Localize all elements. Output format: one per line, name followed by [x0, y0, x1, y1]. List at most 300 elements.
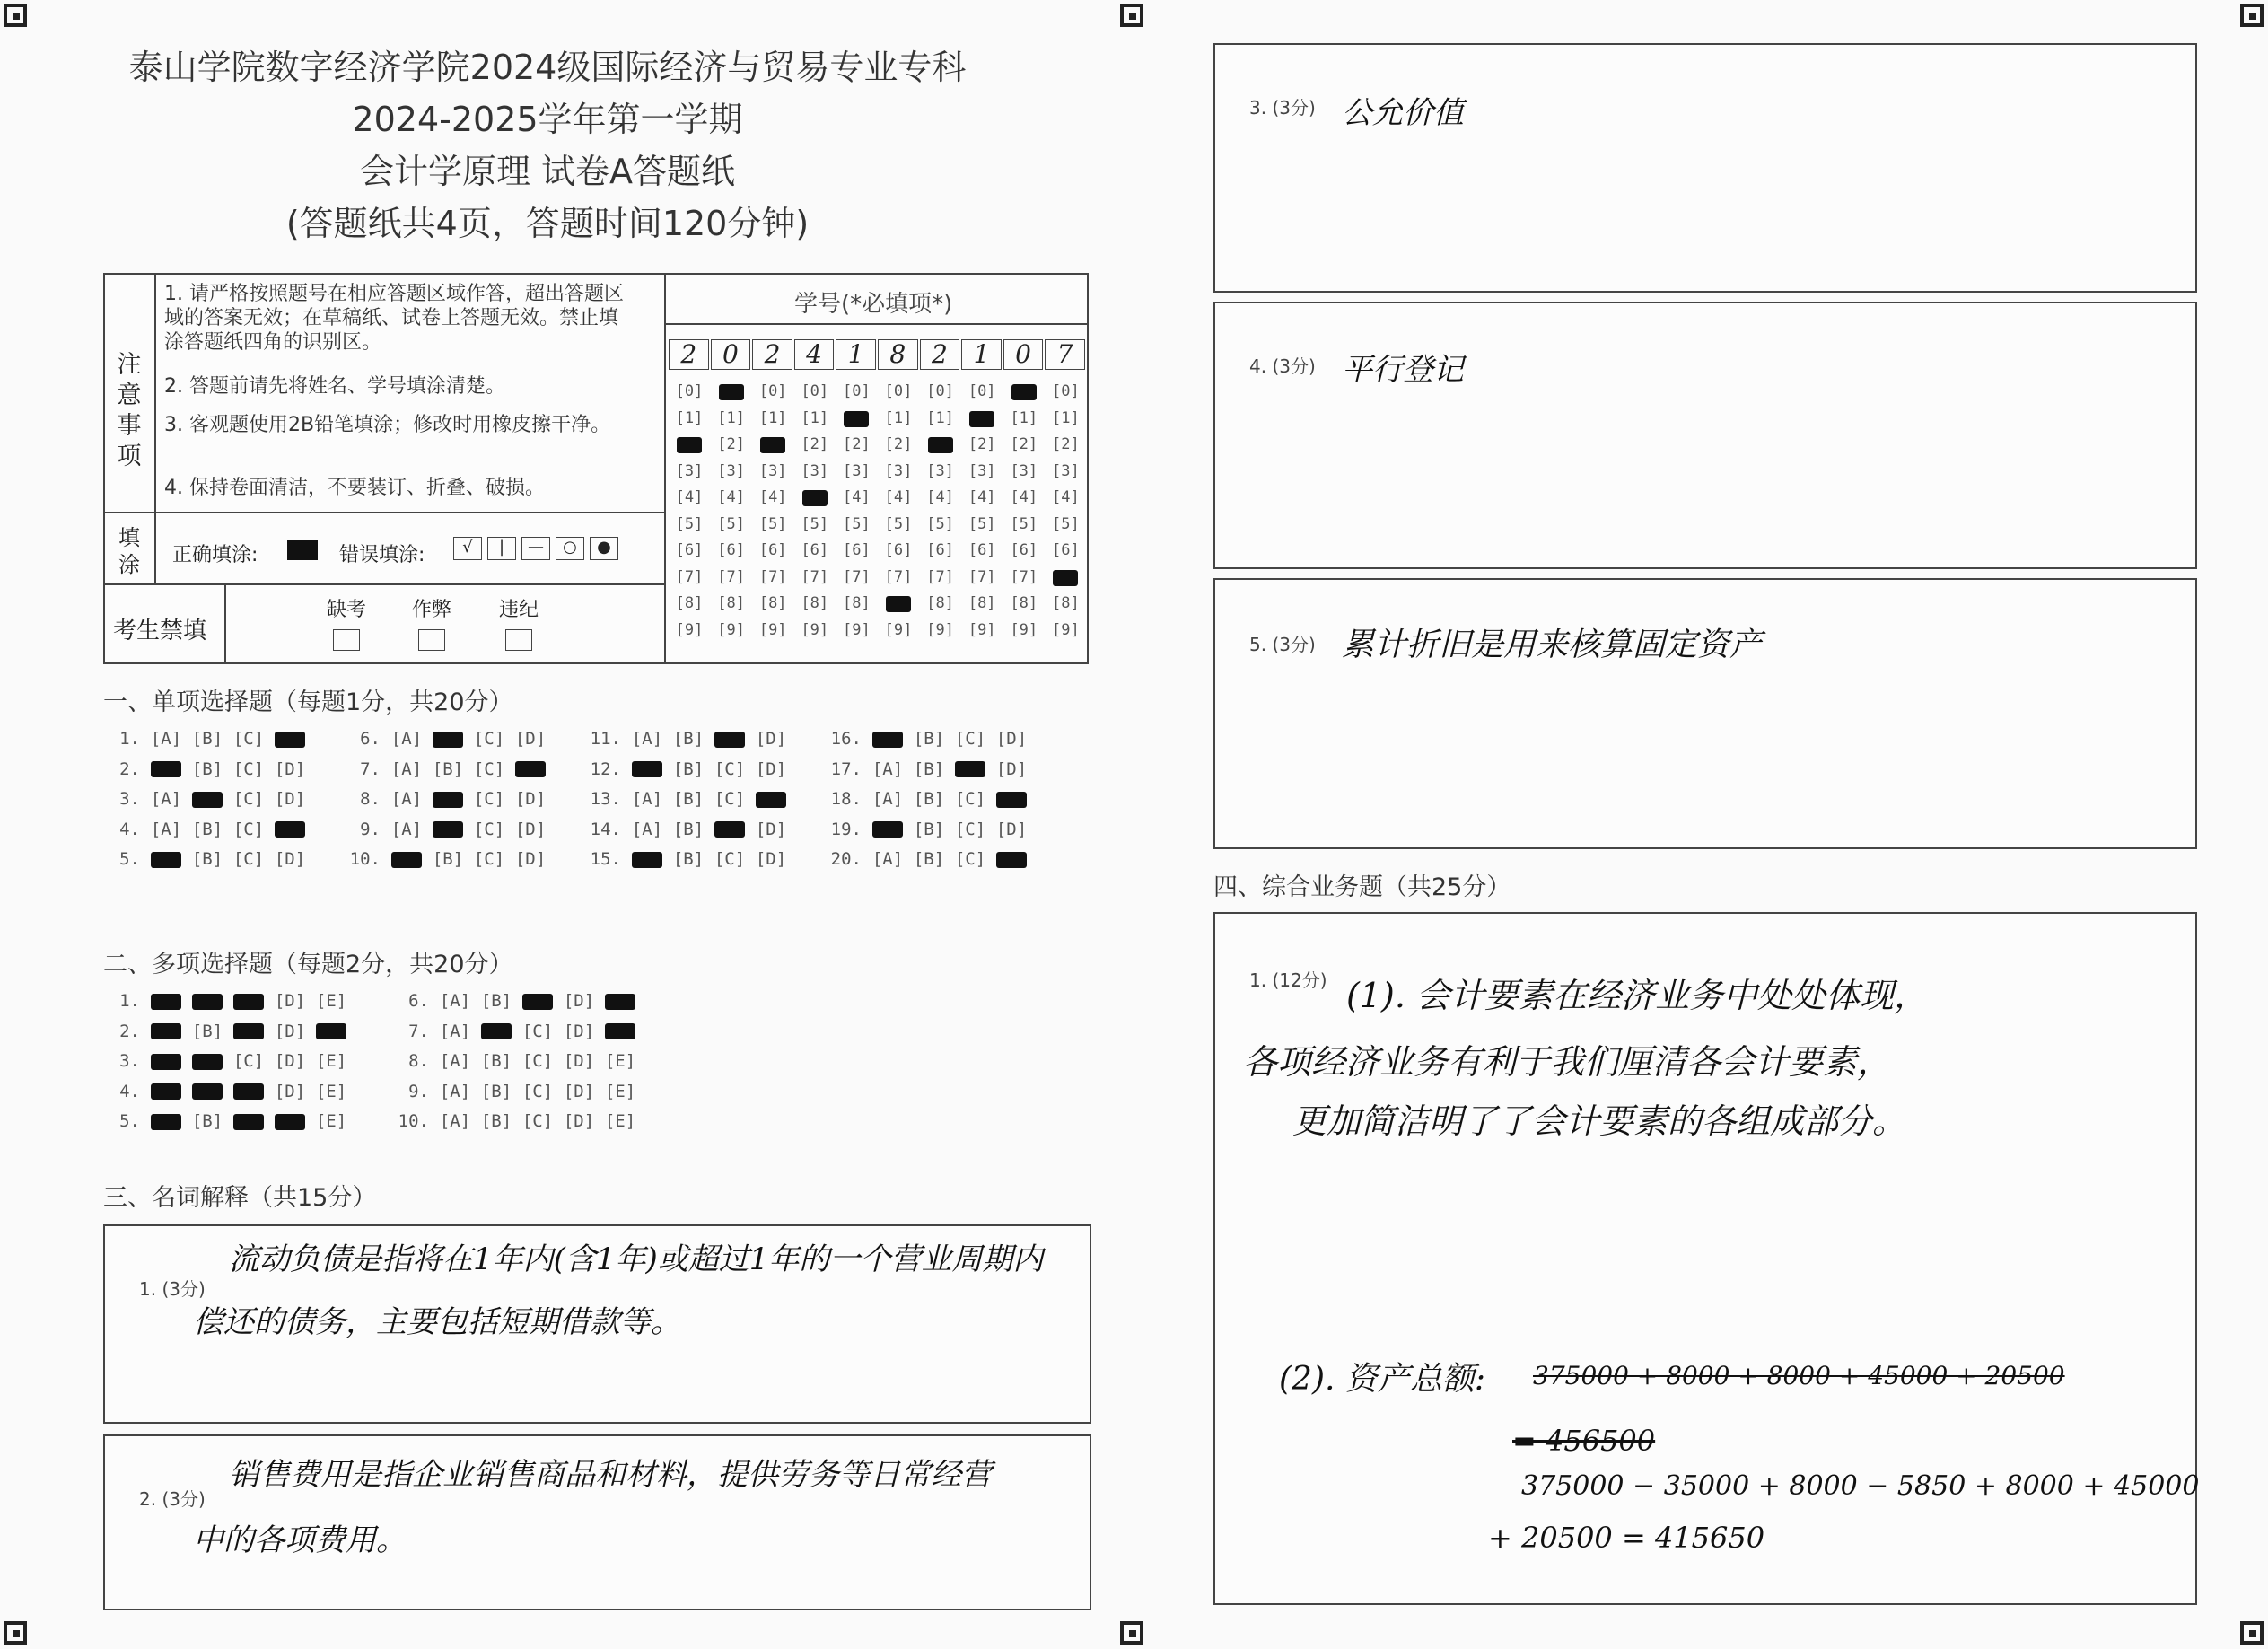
student-id-digit-cell[interactable]: 4 — [794, 339, 835, 370]
option-bubble-filled[interactable] — [228, 1111, 269, 1131]
option-bubble[interactable]: [B] — [672, 759, 705, 779]
option-bubble[interactable]: [A] — [871, 849, 904, 869]
student-id-bubble[interactable]: [3] — [675, 461, 704, 480]
question-row — [348, 759, 551, 779]
student-id-digit-cell[interactable]: 1 — [961, 339, 1002, 370]
student-id-title-rule — [666, 323, 1088, 325]
option-bubble[interactable]: [C] — [521, 1021, 554, 1041]
student-id-bubble-filled[interactable] — [760, 437, 785, 453]
option-bubble-filled[interactable] — [991, 789, 1032, 809]
option-bubble[interactable]: [A] — [439, 1051, 471, 1071]
student-id-bubble-filled[interactable] — [677, 437, 702, 453]
option-bubble-filled[interactable] — [600, 1022, 641, 1041]
option-bubble[interactable]: [D] — [563, 1081, 595, 1101]
student-id-digit-cell[interactable]: 0 — [1003, 339, 1044, 370]
student-id-bubble[interactable]: [8] — [801, 594, 829, 612]
student-id-bubble[interactable]: [6] — [675, 541, 704, 559]
option-bubble[interactable]: [D] — [563, 1021, 595, 1041]
option-bubble-filled[interactable] — [517, 991, 558, 1011]
student-id-bubble-filled[interactable] — [886, 596, 911, 612]
question-row — [108, 849, 311, 869]
bubble-fill-mark — [756, 792, 786, 808]
option-bubble[interactable]: [A] — [150, 729, 182, 749]
student-id-bubble[interactable]: [7] — [1010, 567, 1038, 586]
option-bubble-filled[interactable] — [386, 849, 427, 869]
question-number: 3. — [119, 789, 140, 809]
student-id-bubble[interactable]: [2] — [1052, 435, 1080, 453]
option-bubble-filled[interactable] — [626, 759, 668, 779]
option-bubble[interactable]: [D] — [995, 819, 1028, 839]
notice-item-3: 3. 客观题使用2B铅笔填涂；修改时用橡皮擦干净。 — [164, 414, 611, 436]
bubble-fill-mark — [996, 852, 1027, 868]
student-id-digit-cell[interactable]: 8 — [878, 339, 918, 370]
option-bubble[interactable]: [C] — [232, 759, 265, 779]
option-bubble[interactable]: [B] — [191, 1021, 223, 1041]
student-id-digit-cell[interactable]: 7 — [1045, 339, 1085, 370]
option-bubble[interactable]: [C] — [473, 849, 505, 869]
question-row — [829, 759, 1032, 779]
option-bubble[interactable]: [B] — [432, 759, 464, 779]
option-bubble-filled[interactable] — [145, 991, 187, 1011]
option-bubble-filled[interactable] — [476, 1022, 517, 1041]
option-bubble[interactable]: [D] — [563, 1111, 595, 1131]
question-number: 19. — [830, 819, 862, 839]
student-id-bubble[interactable]: [1] — [884, 408, 913, 427]
student-id-bubble[interactable]: [6] — [758, 541, 787, 559]
student-id-digit-cell[interactable]: 2 — [920, 339, 960, 370]
bubble-fill-mark — [151, 1114, 181, 1130]
section4-title: 四、综合业务题（共25分） — [1213, 873, 1511, 901]
student-id-bubble[interactable]: [6] — [926, 541, 954, 559]
option-bubble[interactable]: [C] — [714, 759, 746, 779]
option-bubble[interactable]: [B] — [480, 991, 512, 1011]
option-bubble[interactable]: [A] — [439, 1081, 471, 1101]
student-id-bubble[interactable]: [4] — [968, 488, 996, 506]
student-id-bubble[interactable]: [9] — [926, 620, 954, 639]
option-bubble-filled[interactable] — [709, 820, 750, 839]
option-bubble[interactable]: [E] — [604, 1051, 636, 1071]
question-number: 8. — [408, 1051, 429, 1071]
option-bubble[interactable]: [A] — [390, 789, 423, 809]
option-bubble[interactable]: [A] — [631, 789, 663, 809]
student-id-bubble[interactable]: [4] — [926, 488, 954, 506]
option-bubble-filled[interactable] — [750, 789, 792, 809]
student-id-bubble[interactable]: [4] — [1010, 488, 1038, 506]
student-id-bubble[interactable]: [5] — [717, 514, 745, 533]
option-bubble[interactable]: [C] — [954, 849, 986, 869]
option-bubble-filled[interactable] — [187, 1082, 228, 1101]
option-bubble[interactable]: [B] — [191, 729, 223, 749]
option-bubble[interactable]: [B] — [672, 849, 705, 869]
bubble-fill-mark — [605, 994, 635, 1010]
option-bubble-filled[interactable] — [228, 1082, 269, 1101]
option-bubble[interactable]: [A] — [150, 789, 182, 809]
student-id-bubble[interactable]: [6] — [968, 541, 996, 559]
option-bubble[interactable]: [D] — [274, 1021, 306, 1041]
option-bubble[interactable]: [A] — [871, 759, 904, 779]
option-bubble[interactable]: [C] — [714, 789, 746, 809]
student-id-bubble-filled[interactable] — [1011, 384, 1037, 400]
student-id-bubble[interactable]: [1] — [926, 408, 954, 427]
option-bubble[interactable]: [D] — [755, 849, 787, 869]
student-id-bubble[interactable]: [5] — [675, 514, 704, 533]
answer-box-s3-q4[interactable] — [1213, 302, 2197, 569]
question-number: 14. — [590, 819, 621, 839]
option-bubble[interactable]: [A] — [439, 1111, 471, 1131]
notice-item-4: 4. 保持卷面清洁，不要装订、折叠、破损。 — [164, 477, 545, 499]
option-bubble[interactable]: [D] — [755, 759, 787, 779]
student-id-bubble[interactable]: [7] — [717, 567, 745, 586]
option-bubble[interactable]: [D] — [514, 729, 547, 749]
question-row — [348, 849, 551, 869]
option-bubble-filled[interactable] — [510, 759, 551, 779]
student-id-bubble[interactable]: [8] — [968, 594, 996, 612]
student-id-bubble[interactable]: [0] — [675, 382, 704, 400]
student-id-bubble[interactable]: [2] — [717, 435, 745, 453]
student-id-bubble[interactable]: [8] — [843, 594, 871, 612]
question-row — [108, 991, 352, 1011]
option-bubble[interactable]: [D] — [563, 991, 595, 1011]
question-row — [589, 789, 792, 809]
bubble-fill-mark — [714, 821, 745, 838]
s4-q1-part2-line4: + 20500 = 415650 — [1488, 1521, 1765, 1555]
option-bubble[interactable]: [A] — [390, 819, 423, 839]
option-bubble-filled[interactable] — [187, 1051, 228, 1071]
student-id-bubble[interactable]: [5] — [758, 514, 787, 533]
option-bubble[interactable]: [A] — [631, 729, 663, 749]
student-id-bubble-filled[interactable] — [969, 411, 994, 427]
option-bubble[interactable]: [C] — [232, 819, 265, 839]
option-bubble[interactable]: [B] — [480, 1051, 512, 1071]
student-id-bubble-filled[interactable] — [928, 437, 953, 453]
option-bubble[interactable]: [E] — [315, 1081, 347, 1101]
option-bubble-filled[interactable] — [867, 729, 908, 749]
option-bubble[interactable]: [B] — [191, 1111, 223, 1131]
option-bubble[interactable]: [D] — [755, 819, 787, 839]
s4-q1-part2-label: (2). 资产总额: — [1279, 1361, 1486, 1398]
option-bubble[interactable]: [D] — [274, 789, 306, 809]
option-bubble-filled[interactable] — [269, 1111, 311, 1131]
student-id-bubble[interactable]: [3] — [968, 461, 996, 480]
option-bubble[interactable]: [E] — [604, 1111, 636, 1131]
student-id-bubble[interactable]: [7] — [843, 567, 871, 586]
option-bubble[interactable]: [D] — [995, 759, 1028, 779]
student-id-bubble[interactable]: [1] — [801, 408, 829, 427]
bubble-fill-mark — [996, 792, 1027, 808]
student-id-bubble[interactable]: [8] — [717, 594, 745, 612]
student-id-bubble[interactable]: [7] — [884, 567, 913, 586]
option-bubble-filled[interactable] — [311, 1022, 352, 1041]
student-id-bubble[interactable]: [9] — [843, 620, 871, 639]
student-id-bubble[interactable]: [7] — [675, 567, 704, 586]
bubble-fill-mark — [872, 821, 903, 838]
option-bubble[interactable]: [C] — [521, 1081, 554, 1101]
student-id-digit-cell[interactable]: 0 — [711, 339, 751, 370]
student-id-bubble[interactable]: [0] — [926, 382, 954, 400]
student-id-bubble[interactable]: [1] — [1052, 408, 1080, 427]
id-divider-v — [664, 273, 666, 664]
option-bubble-filled[interactable] — [145, 1022, 187, 1041]
student-id-bubble[interactable]: [8] — [926, 594, 954, 612]
student-id-bubble[interactable]: [1] — [717, 408, 745, 427]
option-bubble[interactable]: [C] — [232, 849, 265, 869]
option-bubble-filled[interactable] — [145, 1051, 187, 1071]
option-bubble-filled[interactable] — [145, 849, 187, 869]
student-id-bubble[interactable]: [4] — [675, 488, 704, 506]
question-row — [829, 820, 1032, 839]
student-id-bubble[interactable]: [4] — [1052, 488, 1080, 506]
option-bubble[interactable]: [A] — [631, 819, 663, 839]
student-id-bubble[interactable]: [1] — [758, 408, 787, 427]
answer-box-s3-q3[interactable] — [1213, 43, 2197, 293]
option-bubble-filled[interactable] — [626, 849, 668, 869]
option-bubble[interactable]: [B] — [672, 729, 705, 749]
student-id-bubble[interactable]: [7] — [968, 567, 996, 586]
question-number: 15. — [590, 849, 621, 869]
s3-q2-label: 2. (3分) — [139, 1488, 206, 1510]
option-bubble[interactable]: [C] — [232, 729, 265, 749]
option-bubble[interactable]: [B] — [191, 849, 223, 869]
option-bubble[interactable]: [B] — [672, 789, 705, 809]
student-id-bubble[interactable]: [8] — [675, 594, 704, 612]
student-id-bubble[interactable]: [9] — [675, 620, 704, 639]
option-bubble[interactable]: [B] — [480, 1081, 512, 1101]
student-id-bubble[interactable]: [4] — [843, 488, 871, 506]
question-number: 2. — [119, 759, 140, 779]
section2-title: 二、多项选择题（每题2分，共20分） — [103, 951, 513, 978]
option-bubble[interactable]: [B] — [672, 819, 705, 839]
wrong-mark-circle: ○ — [556, 537, 584, 560]
option-bubble[interactable]: [E] — [315, 991, 347, 1011]
student-id-bubble[interactable]: [6] — [884, 541, 913, 559]
student-id-bubble[interactable]: [8] — [1052, 594, 1080, 612]
option-bubble[interactable]: [D] — [274, 849, 306, 869]
student-id-bubble[interactable]: [2] — [1010, 435, 1038, 453]
option-bubble-filled[interactable] — [187, 991, 228, 1011]
question-number: 8. — [360, 789, 381, 809]
option-bubble[interactable]: [D] — [274, 759, 306, 779]
option-bubble[interactable]: [D] — [274, 1051, 306, 1071]
bubble-fill-mark — [233, 1114, 264, 1130]
option-bubble[interactable]: [D] — [514, 789, 547, 809]
student-id-bubble[interactable]: [9] — [884, 620, 913, 639]
student-id-bubble[interactable]: [9] — [717, 620, 745, 639]
option-bubble-filled[interactable] — [145, 1111, 187, 1131]
s3-q3-label: 3. (3分) — [1249, 97, 1316, 118]
notice-item-1: 1. 请严格按照题号在相应答题区域作答，超出答题区域的答案无效；在草稿纸、试卷上答题无效。禁止填涂答题纸四角的识别区。 — [164, 283, 624, 354]
student-id-bubble[interactable]: [7] — [926, 567, 954, 586]
option-bubble-filled[interactable] — [269, 820, 311, 839]
student-id-digit-cell[interactable]: 2 — [752, 339, 792, 370]
exam-title-line2: 2024-2025学年第一学期 — [352, 100, 743, 139]
student-id-bubble[interactable]: [3] — [884, 461, 913, 480]
option-bubble[interactable]: [A] — [150, 819, 182, 839]
option-bubble[interactable]: [B] — [191, 819, 223, 839]
student-id-bubble[interactable]: [7] — [801, 567, 829, 586]
student-id-bubble-filled[interactable] — [844, 411, 869, 427]
student-id-bubble[interactable]: [0] — [1052, 382, 1080, 400]
option-bubble-filled[interactable] — [427, 729, 468, 749]
student-id-bubble[interactable]: [5] — [1010, 514, 1038, 533]
student-id-bubble[interactable]: [5] — [1052, 514, 1080, 533]
student-id-bubble[interactable]: [3] — [801, 461, 829, 480]
option-bubble[interactable]: [B] — [913, 729, 945, 749]
bubble-fill-mark — [192, 994, 223, 1010]
student-id-digit-cell[interactable]: 1 — [836, 339, 876, 370]
bubble-fill-mark — [605, 1023, 635, 1039]
option-bubble[interactable]: [E] — [604, 1081, 636, 1101]
option-bubble[interactable]: [A] — [871, 789, 904, 809]
option-bubble[interactable]: [C] — [473, 819, 505, 839]
student-id-bubble[interactable]: [4] — [758, 488, 787, 506]
student-id-bubble[interactable]: [2] — [968, 435, 996, 453]
option-bubble-filled[interactable] — [228, 1022, 269, 1041]
student-id-bubble[interactable]: [2] — [801, 435, 829, 453]
option-bubble[interactable]: [C] — [954, 789, 986, 809]
student-id-bubble[interactable]: [6] — [717, 541, 745, 559]
question-row — [108, 1051, 352, 1071]
student-id-bubble[interactable]: [9] — [1052, 620, 1080, 639]
option-bubble[interactable]: [A] — [439, 1021, 471, 1041]
student-id-bubble[interactable]: [3] — [1010, 461, 1038, 480]
student-id-bubble[interactable]: [0] — [758, 382, 787, 400]
student-id-bubble[interactable]: [2] — [843, 435, 871, 453]
option-bubble-filled[interactable] — [427, 820, 468, 839]
student-id-bubble[interactable]: [4] — [884, 488, 913, 506]
student-id-bubble-filled[interactable] — [719, 384, 744, 400]
option-bubble-filled[interactable] — [145, 759, 187, 779]
student-id-bubble[interactable]: [1] — [1010, 408, 1038, 427]
question-number: 20. — [830, 849, 862, 869]
question-number: 6. — [360, 729, 381, 749]
student-id-bubble[interactable]: [3] — [843, 461, 871, 480]
option-bubble[interactable]: [D] — [755, 729, 787, 749]
option-bubble[interactable]: [B] — [432, 849, 464, 869]
option-bubble-filled[interactable] — [269, 729, 311, 749]
student-id-bubble-filled[interactable] — [1053, 570, 1078, 586]
student-id-bubble[interactable]: [5] — [801, 514, 829, 533]
student-id-bubble[interactable]: [3] — [1052, 461, 1080, 480]
question-row — [829, 849, 1032, 869]
student-id-bubble[interactable]: [6] — [801, 541, 829, 559]
option-bubble[interactable]: [D] — [274, 1081, 306, 1101]
student-id-bubble[interactable]: [0] — [968, 382, 996, 400]
student-id-bubble[interactable]: [5] — [968, 514, 996, 533]
student-id-bubble[interactable]: [6] — [843, 541, 871, 559]
option-bubble-filled[interactable] — [600, 991, 641, 1011]
option-bubble[interactable]: [E] — [315, 1111, 347, 1131]
student-id-bubble[interactable]: [3] — [717, 461, 745, 480]
option-bubble[interactable]: [D] — [995, 729, 1028, 749]
question-row — [348, 789, 551, 809]
option-bubble[interactable]: [C] — [954, 729, 986, 749]
student-id-bubble[interactable]: [0] — [801, 382, 829, 400]
student-id-bubble[interactable]: [3] — [758, 461, 787, 480]
student-id-bubble[interactable]: [8] — [758, 594, 787, 612]
option-bubble[interactable]: [B] — [913, 819, 945, 839]
student-id-bubble[interactable]: [0] — [884, 382, 913, 400]
student-id-bubble[interactable]: [5] — [926, 514, 954, 533]
bubble-fill-mark — [391, 852, 422, 868]
wrong-fill-samples — [453, 537, 618, 560]
option-bubble[interactable]: [A] — [390, 729, 423, 749]
option-bubble[interactable]: [D] — [514, 819, 547, 839]
question-number: 5. — [119, 849, 140, 869]
option-bubble-filled[interactable] — [145, 1082, 187, 1101]
option-bubble-filled[interactable] — [709, 729, 750, 749]
option-bubble[interactable]: [D] — [514, 849, 547, 869]
student-id-bubble[interactable]: [1] — [675, 408, 704, 427]
student-id-bubble[interactable]: [3] — [926, 461, 954, 480]
option-bubble[interactable]: [C] — [473, 789, 505, 809]
option-bubble[interactable]: [B] — [913, 849, 945, 869]
student-id-bubble[interactable]: [9] — [1010, 620, 1038, 639]
question-row — [589, 849, 792, 869]
student-id-bubble[interactable]: [5] — [843, 514, 871, 533]
option-bubble[interactable]: [A] — [439, 991, 471, 1011]
option-bubble[interactable]: [C] — [521, 1111, 554, 1131]
option-bubble-filled[interactable] — [950, 759, 991, 779]
student-id-bubble[interactable]: [4] — [717, 488, 745, 506]
option-bubble[interactable]: [B] — [480, 1111, 512, 1131]
corner-marker-top-mid — [1120, 4, 1143, 27]
student-id-bubble[interactable]: [5] — [884, 514, 913, 533]
question-row — [108, 1111, 352, 1131]
s4-q1-part2-struck-line2: = 456500 — [1512, 1424, 1656, 1458]
option-bubble-filled[interactable] — [991, 849, 1032, 869]
forbidden-option-absent-label: 缺考 — [326, 599, 366, 621]
s4-q1-part2-line3: 375000 − 35000 + 8000 − 5850 + 8000 + 45000 — [1521, 1470, 2200, 1502]
student-id-bubble[interactable]: [8] — [1010, 594, 1038, 612]
student-id-digit-cell[interactable]: 2 — [669, 339, 709, 370]
student-id-bubble[interactable]: [9] — [801, 620, 829, 639]
option-bubble[interactable]: [C] — [521, 1051, 554, 1071]
notice-item-2: 2. 答题前请先将姓名、学号填涂清楚。 — [164, 375, 505, 398]
question-number: 10. — [398, 1111, 429, 1131]
option-bubble[interactable]: [C] — [232, 789, 265, 809]
bubble-fill-mark — [151, 994, 181, 1010]
option-bubble-filled[interactable] — [228, 991, 269, 1011]
option-bubble-filled[interactable] — [187, 789, 228, 809]
bubble-fill-mark — [275, 821, 305, 838]
student-id-bubble[interactable]: [9] — [758, 620, 787, 639]
student-id-bubble[interactable]: [7] — [758, 567, 787, 586]
student-id-bubble-filled[interactable] — [802, 490, 828, 506]
student-id-bubble[interactable]: [6] — [1010, 541, 1038, 559]
option-bubble[interactable]: [A] — [390, 759, 423, 779]
option-bubble[interactable]: [C] — [954, 819, 986, 839]
option-bubble-filled[interactable] — [867, 820, 908, 839]
option-bubble[interactable]: [B] — [913, 789, 945, 809]
option-bubble[interactable]: [B] — [191, 759, 223, 779]
option-bubble[interactable]: [C] — [473, 729, 505, 749]
option-bubble[interactable]: [D] — [274, 991, 306, 1011]
corner-marker-bottom-left — [4, 1621, 27, 1645]
student-id-bubble[interactable]: [2] — [884, 435, 913, 453]
student-id-bubble[interactable]: [6] — [1052, 541, 1080, 559]
student-id-bubble[interactable]: [0] — [843, 382, 871, 400]
student-id-bubble[interactable]: [9] — [968, 620, 996, 639]
option-bubble[interactable]: [D] — [563, 1051, 595, 1071]
option-bubble[interactable]: [B] — [913, 759, 945, 779]
option-bubble[interactable]: [C] — [714, 849, 746, 869]
option-bubble-filled[interactable] — [427, 789, 468, 809]
option-bubble[interactable]: [C] — [473, 759, 505, 779]
bubble-fill-mark — [192, 1083, 223, 1100]
question-row — [108, 789, 311, 809]
option-bubble[interactable]: [E] — [315, 1051, 347, 1071]
option-bubble[interactable]: [C] — [232, 1051, 265, 1071]
